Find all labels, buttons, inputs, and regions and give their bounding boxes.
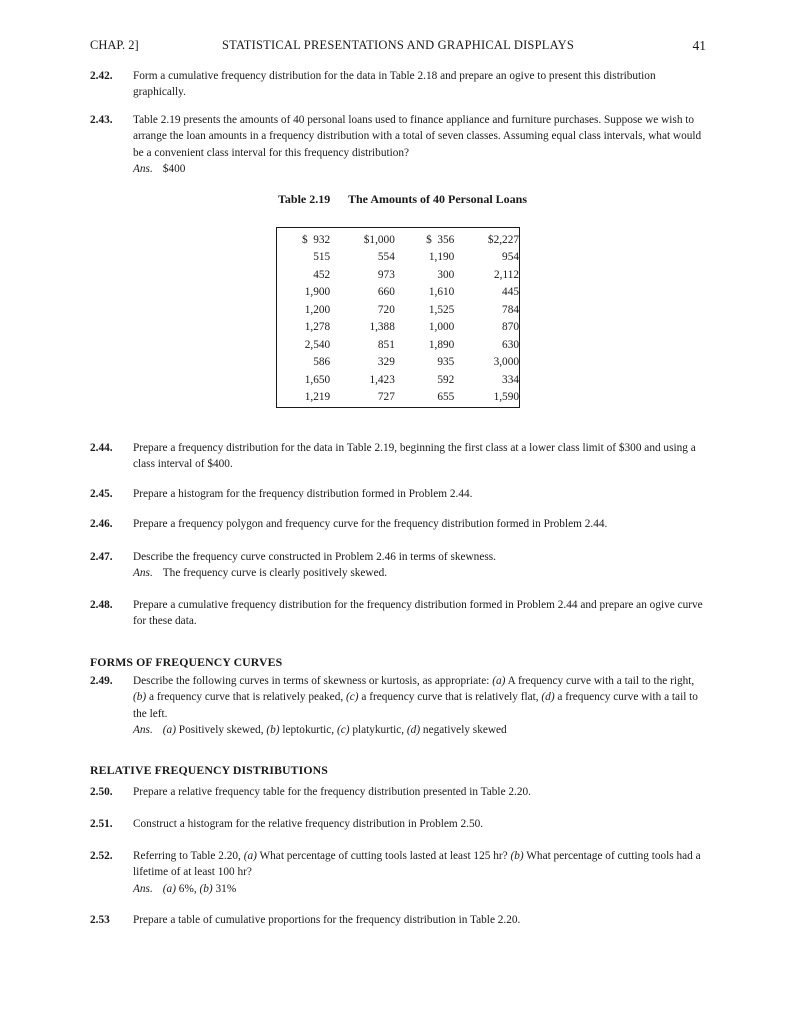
table-cell: 727	[377, 391, 395, 404]
answer-text: $400	[162, 163, 186, 176]
table-row	[277, 301, 519, 319]
table-cell: 720	[377, 303, 395, 316]
loan-grid	[277, 231, 519, 406]
problem-text: Prepare a relative frequency table for the frequency distribution presented in Table 2.20.	[133, 786, 531, 798]
problem-text: Prepare a table of cumulative proportions for the frequency distribution in Table 2.20.	[133, 914, 521, 926]
problem-text: Table 2.19 presents the amounts of 40 personal loans used to finance appliance and furniture purchases. Suppose we wish to arrange the loan amounts in a frequency distribution with a total of seven classes. Assuming equal class intervals, what would be a convenient class interval for this frequency distribution?	[133, 114, 702, 159]
problem-number: 2.49.	[90, 675, 113, 687]
page-number: 41	[692, 38, 706, 53]
table-cell: 1,890	[428, 338, 455, 351]
problem-number: 2.51.	[90, 818, 113, 830]
table-cell: 655	[437, 391, 455, 404]
problem-number: 2.43.	[90, 114, 113, 126]
table-cell: 1,525	[428, 303, 455, 316]
table-cell: 1,219	[304, 391, 331, 404]
problem-text: Form a cumulative frequency distribution for the data in Table 2.18 and prepare an ogive to present this distribution graphically.	[133, 70, 656, 99]
answer-label: Ans.	[133, 163, 153, 176]
answer: Ans. (a) Positively skewed, (b) leptokurtic, (c) platykurtic, (d) negatively skewed	[133, 724, 507, 737]
problem-text: Prepare a histogram for the frequency distribution formed in Problem 2.44.	[133, 488, 473, 500]
problem-2-48	[90, 597, 706, 630]
loan-amounts-table	[276, 227, 520, 408]
answer	[133, 565, 706, 581]
table-cell: 2,540	[304, 338, 331, 351]
problem-text: Prepare a cumulative frequency distribution for the frequency distribution formed in Problem 2.44 and prepare an ogive curve for these data.	[133, 599, 703, 628]
table-cell: 660	[377, 286, 395, 299]
problem-text: Describe the following curves in terms of skewness or kurtosis, as appropriate: (a) A frequency curve with a tail to the right, (b) a frequency curve that is relatively peaked, (c) a frequency curve that is relatively flat, (d) a frequency curve with a tail to the left. Ans. (a) Positively skewed, (b) leptokurtic, (c) platykurtic, (d) negatively skewed	[133, 673, 706, 739]
table-cell: 2,112	[494, 268, 519, 281]
table-cell: 1,278	[304, 321, 331, 334]
table-number: Table 2.19	[278, 192, 331, 206]
problem-text: Describe the frequency curve constructed in Problem 2.46 in terms of skewness.	[133, 551, 496, 563]
table-cell: 1,423	[369, 373, 395, 386]
problem-number: 2.52.	[90, 850, 113, 862]
answer-label: Ans.	[133, 882, 153, 895]
table-cell: 452	[313, 268, 331, 281]
table-cell: 954	[502, 251, 519, 264]
table-cell: 630	[502, 338, 519, 351]
problem-text: Prepare a frequency polygon and frequency curve for the frequency distribution formed in Problem 2.44.	[133, 518, 608, 530]
table-cell: 1,610	[428, 286, 455, 299]
table-row	[277, 371, 519, 389]
running-head	[90, 38, 706, 56]
table-row	[277, 319, 519, 337]
table-cell: 870	[502, 321, 519, 334]
table-cell: $ 932	[301, 233, 331, 246]
answer-label: Ans.	[133, 567, 153, 580]
table-row	[277, 231, 519, 249]
table-cell: 592	[437, 373, 455, 386]
table-cell: 334	[502, 373, 519, 386]
section-heading-forms: FORMS OF FREQUENCY CURVES	[90, 655, 283, 669]
answer	[133, 161, 706, 177]
table-row	[277, 389, 519, 407]
table-cell: 1,388	[369, 321, 395, 334]
table-title: The Amounts of 40 Personal Loans	[348, 192, 528, 206]
table-cell: 1,190	[428, 251, 455, 264]
table-cell: 973	[377, 268, 395, 281]
problem-number: 2.47.	[90, 551, 113, 563]
problem-2-52	[90, 848, 706, 897]
table-cell: $1,000	[363, 233, 395, 246]
problem-2-49	[90, 673, 706, 739]
table-row	[277, 336, 519, 354]
table-row	[277, 249, 519, 267]
table-cell: $ 356	[426, 233, 455, 246]
problem-2-43	[90, 112, 706, 178]
table-cell: 445	[502, 286, 519, 299]
table-cell: $2,227	[487, 233, 519, 246]
problem-number: 2.42.	[90, 70, 113, 82]
running-title: STATISTICAL PRESENTATIONS AND GRAPHICAL DISPLAYS	[221, 38, 575, 52]
table-cell: 554	[377, 251, 395, 264]
table-cell: 1,590	[493, 391, 519, 404]
problem-number: 2.44.	[90, 442, 113, 454]
problem-2-42	[90, 68, 706, 101]
problem-2-47	[90, 549, 706, 582]
table-row	[277, 284, 519, 302]
problem-2-50	[90, 784, 706, 800]
table-cell: 300	[437, 268, 455, 281]
problem-2-44	[90, 440, 706, 473]
problem-text: Referring to Table 2.20, (a) What percentage of cutting tools lasted at least 125 hr? (b) What percentage of cutting tools had a lifetime of at least 100 hr? Ans. (a) 6%, (b) 31%	[133, 848, 706, 897]
problem-text: Construct a histogram for the relative frequency distribution in Problem 2.50.	[133, 818, 484, 830]
table-row	[277, 266, 519, 284]
table-row	[277, 354, 519, 372]
table-cell: 329	[377, 356, 395, 369]
problem-number: 2.50.	[90, 786, 113, 798]
problem-2-51	[90, 816, 706, 832]
table-cell: 3,000	[493, 356, 519, 369]
table-caption	[278, 191, 528, 207]
problem-number: 2.45.	[90, 488, 113, 500]
table-cell: 935	[437, 356, 455, 369]
answer-text: The frequency curve is clearly positively skewed.	[162, 567, 388, 580]
problem-number: 2.53	[90, 914, 110, 926]
problem-2-53	[90, 912, 706, 928]
problem-text: Prepare a frequency distribution for the data in Table 2.19, beginning the first class at a lower class limit of $300 and using a class interval of $400.	[133, 442, 696, 471]
table-cell: 851	[377, 338, 395, 351]
table-cell: 1,650	[304, 373, 331, 386]
answer: Ans. (a) 6%, (b) 31%	[133, 882, 237, 895]
table-cell: 1,900	[304, 286, 331, 299]
problem-2-46	[90, 516, 706, 532]
table-cell: 515	[313, 251, 331, 264]
problem-2-45	[90, 486, 706, 502]
problem-number: 2.48.	[90, 599, 113, 611]
chapter-label: CHAP. 2]	[90, 38, 139, 52]
table-cell: 1,000	[428, 321, 455, 334]
section-heading-relative: RELATIVE FREQUENCY DISTRIBUTIONS	[90, 763, 328, 777]
table-cell: 784	[502, 303, 519, 316]
table-cell: 586	[313, 356, 331, 369]
problem-number: 2.46.	[90, 518, 113, 530]
table-cell: 1,200	[304, 303, 331, 316]
answer-label: Ans.	[133, 724, 153, 737]
